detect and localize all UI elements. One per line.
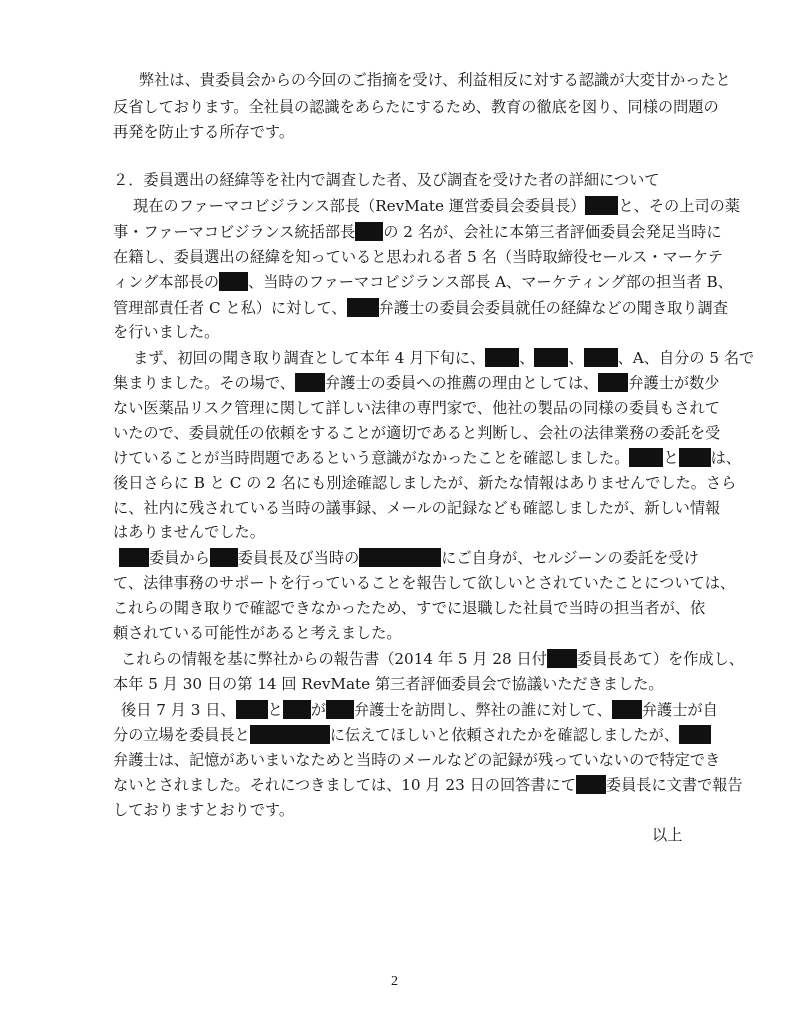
paragraph-line: に、社内に残されている当時の議事録、メールの記録なども確認しましたが、新しい情報 <box>113 499 721 517</box>
paragraph-line: 後日さらに B と C の 2 名にも別途確認しましたが、新たな情報はありませんでした。さら <box>113 474 737 492</box>
paragraph-line: 再発を防止する所存です。 <box>113 123 295 141</box>
paragraph-line: 委員から 委員長及び当時の にご自身が、セルジーンの委託を受け <box>119 548 699 568</box>
redaction-box <box>679 448 711 467</box>
paragraph-line: て、法律事務のサポートを行っていることを報告して欲しいとされていたことについては、 <box>113 574 736 592</box>
redaction-box <box>534 348 568 367</box>
redaction-box <box>236 700 268 719</box>
paragraph-line: 在籍し、委員選出の経緯を知っていると思われる者 5 名（当時取締役セールス・マーケテ <box>113 248 723 266</box>
paragraph-line: けていることが当時問題であるという意識がなかったことを確認しました。 と は、 <box>113 449 741 467</box>
section-heading: ２．委員選出の経緯等を社内で調査した者、及び調査を受けた者の詳細について <box>113 171 660 189</box>
paragraph-line: 分の立場を委員長と に伝えてほしいと依頼されたかを確認しましたが、 <box>113 725 711 745</box>
paragraph-line: まず、初回の聞き取り調査として本年 4 月下旬に、 、 、 、A、自分の 5 名で <box>133 349 755 367</box>
redaction-box <box>295 373 325 392</box>
paragraph-line: 管理部責任者 C と私）に対して、 弁護士の委員会委員就任の経緯などの聞き取り調査 <box>113 299 728 317</box>
redaction-box <box>629 448 663 467</box>
paragraph-line: 弁護士は、記憶があいまいなためと当時のメールなどの記録が残っていないので特定でき <box>113 751 721 769</box>
signoff: 以上 <box>652 826 683 844</box>
redaction-box <box>210 548 238 567</box>
paragraph-line: 後日 7 月 3 日、 と が 弁護士を訪問し、弊社の誰に対して、 弁護士が自 <box>121 701 718 719</box>
paragraph-line: 集まりました。その場で、 弁護士の委員への推薦の理由としては、 弁護士が数少 <box>113 374 720 392</box>
paragraph-line: はありませんでした。 <box>113 523 265 541</box>
paragraph-line: 弊社は、貴委員会からの今回のご指摘を受け、利益相反に対する認識が大変甘かったと <box>139 71 731 89</box>
redaction-box <box>283 700 311 719</box>
paragraph-line: を行いました。 <box>113 323 220 341</box>
redaction-box <box>585 196 618 215</box>
paragraph-line: これらの情報を基に弊社からの報告書（2014 年 5 月 28 日付 委員長あて）を作成し、 <box>121 650 744 668</box>
paragraph-line: 事・ファーマコビジランス統括部長 の 2 名が、会社に本第三者評価委員会発足当時に <box>113 223 722 241</box>
paragraph-line: これらの聞き取りで確認できなかったため、すでに退職した社員で当時の担当者が、依 <box>113 599 706 617</box>
paragraph-line: ィング本部長の 、当時のファーマコビジランス部長 A、マーケティング部の担当者 B、 <box>113 273 733 291</box>
redaction-box <box>485 348 519 367</box>
paragraph-line: 反省しております。全社員の認識をあらたにするため、教育の徹底を図り、同様の問題の <box>113 98 719 116</box>
paragraph-line: いたので、委員就任の依頼をすることが適切であると判断し、会社の法律業務の委託を受 <box>113 424 721 442</box>
redaction-box <box>679 725 711 744</box>
page-number: 2 <box>391 974 398 989</box>
redaction-box <box>347 298 379 317</box>
redaction-box <box>576 775 606 794</box>
redaction-box <box>355 222 383 241</box>
paragraph-line: ないとされました。それにつきましては、10 月 23 日の回答書にて 委員長に文書で報告 <box>113 776 743 794</box>
paragraph-line: 現在のファーマコビジランス部長（RevMate 運営委員会委員長） と、その上司の薬 <box>133 197 740 215</box>
paragraph-line: しておりますとおりです。 <box>113 801 295 819</box>
redaction-box <box>584 348 618 367</box>
redaction-box <box>326 700 354 719</box>
redaction-box <box>547 649 577 668</box>
paragraph-line: ない医薬品リスク管理に関して詳しい法律の専門家で、他社の製品の同様の委員もされて <box>113 399 720 417</box>
redaction-box <box>359 548 441 567</box>
redaction-box <box>612 700 642 719</box>
redaction-box <box>119 548 149 567</box>
redaction-box <box>219 272 248 291</box>
paragraph-line: 頼されている可能性があると考えました。 <box>113 624 402 642</box>
redaction-box <box>250 725 330 744</box>
paragraph-line: 本年 5 月 30 日の第 14 回 RevMate 第三者評価委員会で協議いただきました。 <box>113 675 664 693</box>
redaction-box <box>598 373 628 392</box>
